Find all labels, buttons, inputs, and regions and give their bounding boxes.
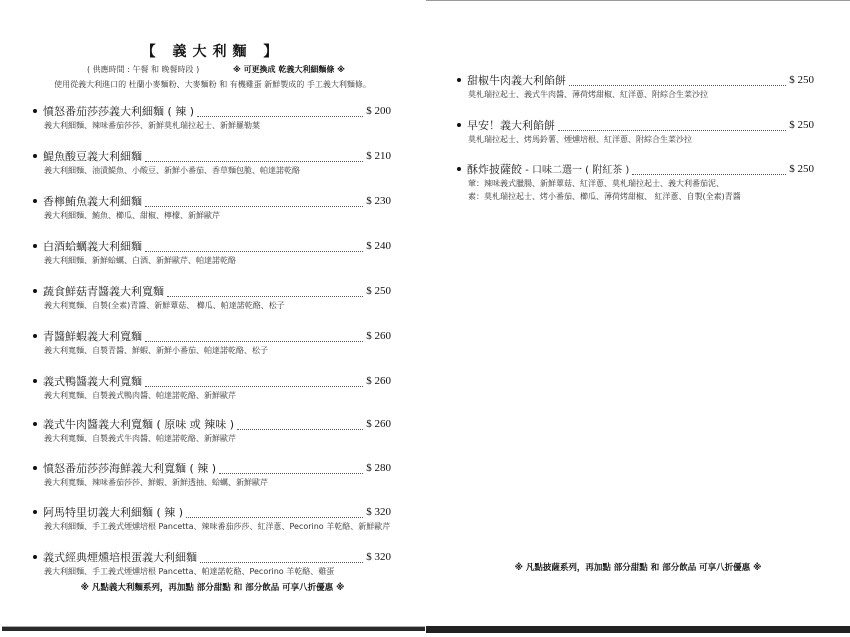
menu-item [33, 416, 391, 445]
noodle-swap-note: ※ 可更換成 乾義大利細麵條 ※ [233, 65, 345, 74]
menu-item [457, 117, 814, 146]
menu-item [33, 148, 391, 177]
item-description: 義大利細麵、辣味番茄莎莎、新鮮莫札瑞拉起士、新鮮羅勒葉 [44, 121, 260, 130]
bullet-icon [33, 422, 37, 426]
item-description: 義大利細麵、手工義式煙燻培根 Pancetta、帕達諾乾酪、Pecorino 羊乾酪、雞蛋 [44, 567, 335, 576]
item-name [467, 161, 629, 177]
item-name: 阿馬特里切義大利細麵 ( 辣 ) [43, 506, 184, 519]
dot-leader [219, 463, 363, 474]
item-name: 義式牛肉醬義大利寬麵 ( 原味 或 辣味 ) [43, 418, 235, 431]
bullet-icon [33, 510, 37, 514]
menu-item [33, 460, 391, 489]
item-price: $ 260 [366, 418, 391, 430]
item-description: 義大利細麵、手工義式煙燻培根 Pancetta、辣味番茄莎莎、紅洋蔥、Pecorino 羊乾酪、新鮮歐芹 [44, 522, 391, 531]
bullet-icon [33, 466, 37, 470]
menu-item [457, 161, 814, 203]
menu-item [33, 549, 391, 578]
page-title: 【 義大利麵 】 [141, 44, 284, 60]
bullet-icon [33, 154, 37, 158]
item-name: 甜椒牛肉義大利餡餅 [467, 74, 566, 87]
menu-item [33, 103, 391, 132]
item-description: 義大利細麵、油漬鯷魚、小酸豆、新鮮小番茄、香草麵包脆、帕達諾乾酪 [44, 166, 300, 175]
dot-leader [145, 376, 363, 387]
dot-leader [167, 286, 363, 297]
dot-leader [200, 552, 363, 563]
bullet-icon [33, 379, 37, 383]
item-price: $ 210 [366, 150, 391, 162]
item-price: $ 260 [366, 330, 391, 342]
dot-leader [145, 331, 363, 342]
bullet-icon [457, 167, 461, 171]
bullet-icon [33, 109, 37, 113]
item-name: 白酒蛤蠣義大利細麵 [43, 240, 142, 253]
item-description: 義大利細麵、新鮮蛤蠣、白酒、新鮮歐芹、帕達諾乾酪 [44, 256, 236, 265]
menu-item [33, 373, 391, 402]
item-name: 憤怒番茄莎莎義大利細麵 ( 辣 ) [43, 105, 195, 118]
item-price: $ 250 [366, 285, 391, 297]
dot-leader [145, 241, 363, 252]
dot-leader [145, 151, 363, 162]
menu-item [33, 328, 391, 357]
dot-leader [145, 196, 363, 207]
item-price: $ 230 [366, 195, 391, 207]
item-name: 義式經典煙燻培根蛋義大利細麵 [43, 551, 197, 564]
menu-item [33, 504, 391, 533]
dot-leader [197, 106, 363, 117]
item-name: 香檸鮪魚義大利細麵 [43, 195, 142, 208]
item-name: 鯷魚酸豆義大利細麵 [43, 150, 142, 163]
item-description: 義大利寬麵、自製(全素)青醬、新鮮蕈菇、 櫛瓜、帕達諾乾酪、松子 [44, 301, 285, 310]
item-description: 莫札瑞拉起士、烤馬鈴薯、煙燻培根、紅洋蔥、附綜合生菜沙拉 [468, 135, 692, 144]
page-edge-bar [426, 626, 850, 633]
item-description-veg: 素：莫札瑞拉起士、烤小番茄、櫛瓜、薄荷烤甜椒、 紅洋蔥、自製(全素)青醬 [468, 192, 741, 201]
item-name: 青醬鮮蝦義大利寬麵 [43, 330, 142, 343]
menu-item [457, 72, 814, 101]
item-description: 義大利寬麵、自製義式牛肉醬、帕達諾乾酪、新鮮歐芹 [44, 434, 236, 443]
item-name: 早安！義大利餡餅 [467, 119, 555, 132]
item-price: $ 320 [366, 506, 391, 518]
dot-leader [237, 419, 363, 430]
item-name: 義式鴨醬義大利寬麵 [43, 375, 142, 388]
page-top-edge [426, 0, 850, 1]
item-description-meat: 葷：辣味義式臘腸、新鮮蕈菇、紅洋蔥、莫札瑞拉起士、義大利番茄泥、 [468, 179, 724, 188]
item-description: 義大利寬麵、辣味番茄莎莎、鮮蝦、新鮮透抽、蛤蠣、新鮮歐芹 [44, 478, 268, 487]
bullet-icon [33, 289, 37, 293]
item-name: 憤怒番茄莎莎海鮮義大利寬麵 ( 辣 ) [43, 462, 217, 475]
dot-leader [558, 120, 786, 131]
dot-leader [186, 507, 363, 518]
bullet-icon [457, 123, 461, 127]
item-price: $ 240 [366, 240, 391, 252]
item-description: 莫札瑞拉起士、義式牛肉醬、薄荷烤甜椒、紅洋蔥、附綜合生菜沙拉 [468, 90, 708, 99]
page-edge-bar [2, 626, 425, 631]
item-name-main: 酥炸披薩餃 [467, 163, 522, 176]
bullet-icon [33, 199, 37, 203]
bullet-icon [33, 244, 37, 248]
service-hours: ( 供應時間 : 午餐 和 晚餐時段 ) [87, 65, 200, 74]
dot-leader [632, 164, 786, 175]
item-price: $ 320 [366, 551, 391, 563]
pasta-discount-note: ※ 凡點義大利麵系列，再加點 部分甜點 和 部分飲品 可享八折優惠 ※ [80, 583, 345, 593]
menu-intro: 使用從義大利進口的 杜蘭小麥麵粉、大麥麵粉 和 有機雞蛋 新鮮製成的 手工義大利麵條。 [54, 80, 371, 89]
item-price: $ 280 [366, 462, 391, 474]
item-price: $ 250 [789, 119, 814, 131]
item-description: 義大利寬麵、自製青醬、鮮蝦、新鮮小番茄、帕達諾乾酪、松子 [44, 346, 268, 355]
menu-item [33, 283, 391, 312]
item-price: $ 200 [366, 105, 391, 117]
item-price: $ 250 [789, 163, 814, 175]
item-description: 義大利寬麵、自製義式鴨肉醬、帕達諾乾酪、新鮮歐芹 [44, 391, 236, 400]
menu-item [33, 238, 391, 267]
pizza-discount-note: ※ 凡點披薩系列，再加點 部分甜點 和 部分飲品 可享八折優惠 ※ [514, 563, 762, 573]
bullet-icon [33, 555, 37, 559]
menu-item [33, 193, 391, 222]
item-description: 義大利細麵、鮪魚、櫛瓜、甜椒、檸檬、新鮮歐芹 [44, 211, 220, 220]
bullet-icon [457, 78, 461, 82]
item-price: $ 250 [789, 74, 814, 86]
dot-leader [569, 75, 786, 86]
bullet-icon [33, 334, 37, 338]
right-menu-page [426, 0, 850, 637]
item-name-option: - 口味二選一 ( 附紅茶 ) [522, 165, 630, 176]
item-price: $ 260 [366, 375, 391, 387]
item-name: 蔬食鮮菇青醬義大利寬麵 [43, 285, 164, 298]
